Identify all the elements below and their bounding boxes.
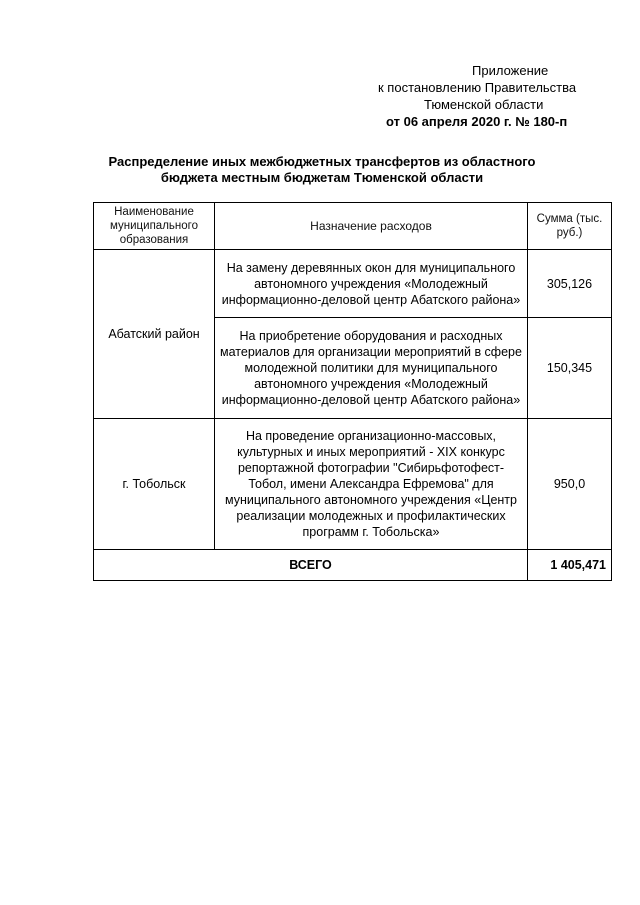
total-label: ВСЕГО	[94, 550, 528, 581]
appendix-resolution-ref: к постановлению Правительства	[378, 80, 577, 95]
document-title	[92, 154, 552, 186]
appendix-region: Тюменской области	[424, 97, 544, 112]
appendix-header	[330, 62, 640, 130]
column-header-amount: Сумма (тыс. руб.)	[528, 203, 612, 250]
amount-cell: 305,126	[528, 250, 612, 318]
total-amount: 1 405,471	[528, 550, 612, 581]
purpose-cell: На замену деревянных окон для муниципального автономного учреждения «Молодежный информационно-деловой центр Абатского района»	[215, 250, 528, 318]
table-row	[94, 250, 612, 318]
table-row	[94, 419, 612, 550]
table-header-row	[94, 203, 612, 250]
amount-cell: 150,345	[528, 318, 612, 419]
municipality-cell: Абатский район	[94, 250, 215, 419]
purpose-cell: На приобретение оборудования и расходных материалов для организации мероприятий в сфере молодежной политики для муниципального автономного учреждения «Молодежный информационно-деловой центр Абатского района»	[215, 318, 528, 419]
transfers-table	[93, 202, 612, 581]
document-title-line-1: Распределение иных межбюджетных трансфертов из областного	[108, 154, 536, 169]
amount-cell: 950,0	[528, 419, 612, 550]
appendix-label: Приложение	[472, 63, 549, 78]
purpose-cell: На проведение организационно-массовых, культурных и иных мероприятий - XIX конкурс репортажной фотографии "Сибирьфотофест-Тобол, имени Александра Ефремова" для муниципального автономного учреждения «Центр реализации молодежных и профилактических программ г. Тобольска»	[215, 419, 528, 550]
total-row	[94, 550, 612, 581]
document-title-line-2: бюджета местным бюджетам Тюменской области	[160, 170, 484, 185]
column-header-purpose: Назначение расходов	[215, 203, 528, 250]
appendix-date-number: от 06 апреля 2020 г. № 180-п	[386, 114, 568, 129]
municipality-cell: г. Тобольск	[94, 419, 215, 550]
column-header-municipality: Наименование муниципального образования	[94, 203, 215, 250]
